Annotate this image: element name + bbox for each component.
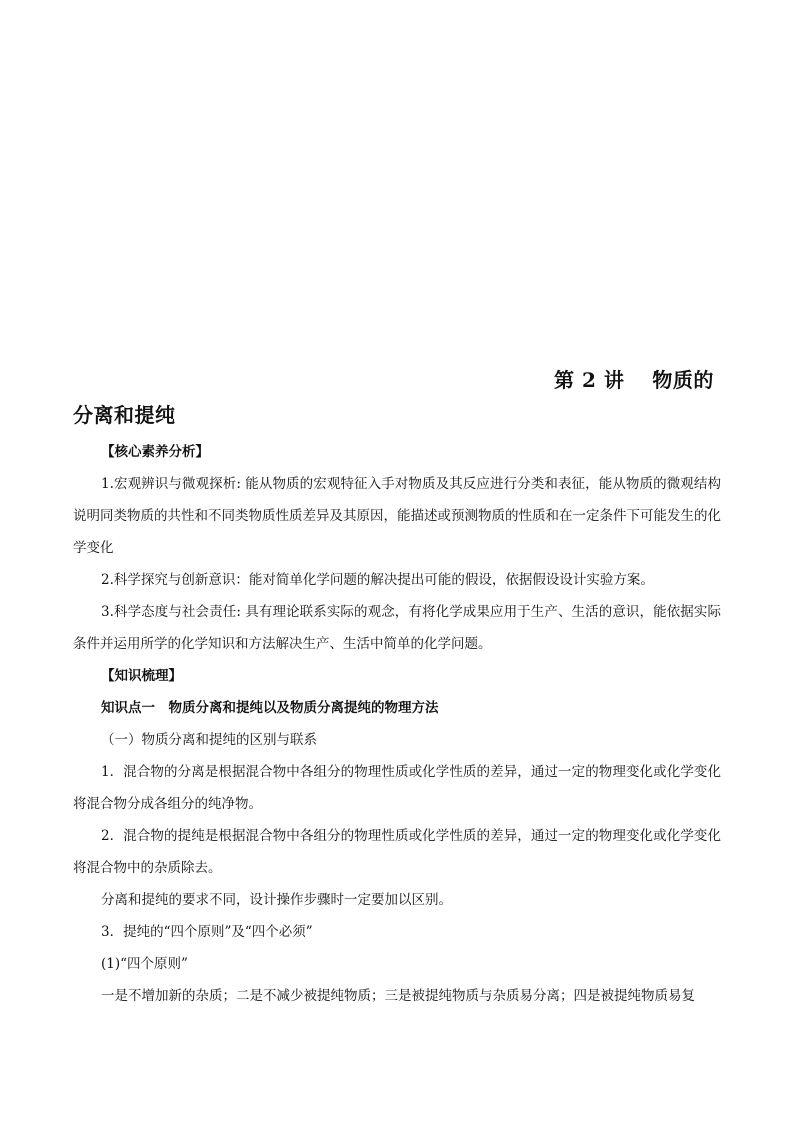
core-literacy-item-3: 3.科学态度与社会责任: 具有理论联系实际的观念，有将化学成果应用于生产、生活的意识，能依据实际条件并运用所学的化学知识和方法解决生产、生活中简单的化学问题。 <box>73 604 721 652</box>
knowledge-point-1-heading: 知识点一 物质分离和提纯以及物质分离提纯的物理方法 <box>101 700 439 716</box>
lecture-title-line1 <box>554 364 714 393</box>
paragraph-item-1: 1．混合物的分离是根据混合物中各组分的物理性质或化学性质的差异，通过一定的物理变化或化学变化将混合物分成各组分的纯净物。 <box>73 764 721 812</box>
paragraph-note: 分离和提纯的要求不同，设计操作步骤时一定要加以区别。 <box>101 892 452 908</box>
subsection-1-heading: （一）物质分离和提纯的区别与联系 <box>101 732 317 748</box>
paragraph-item-3: 3．提纯的“四个原则”及“四个必须” <box>101 924 313 940</box>
core-literacy-item-1: 1.宏观辨识与微观探析: 能从物质的宏观特征入手对物质及其反应进行分类和表征，能从物质的微观结构说明同类物质的共性和不同类物质性质差异及其原因，能描述或预测物质的性质和在一定条件下可能发生的化学变化 <box>73 476 721 556</box>
document-body <box>73 436 721 1012</box>
lecture-title-line2: 分离和提纯 <box>73 403 176 427</box>
knowledge-heading: 【知识梳理】 <box>101 668 182 684</box>
paragraph-item-2: 2．混合物的提纯是根据混合物中各组分的物理性质或化学性质的差异，通过一定的物理变化或化学变化将混合物中的杂质除去。 <box>73 828 721 876</box>
core-literacy-item-2: 2.科学探究与创新意识：能对简单化学问题的解决提出可能的假设，依据假设设计实验方案。 <box>101 572 654 588</box>
lecture-title-start: 物质的 <box>652 368 714 392</box>
core-literacy-heading: 【核心素养分析】 <box>101 444 209 460</box>
lecture-number: 第 2 讲 <box>554 368 625 392</box>
paragraph-item-3-1-text: 一是不增加新的杂质；二是不减少被提纯物质；三是被提纯物质与杂质易分离；四是被提纯物质易复 <box>101 988 695 1004</box>
paragraph-item-3-1: (1)“四个原则” <box>101 956 188 972</box>
